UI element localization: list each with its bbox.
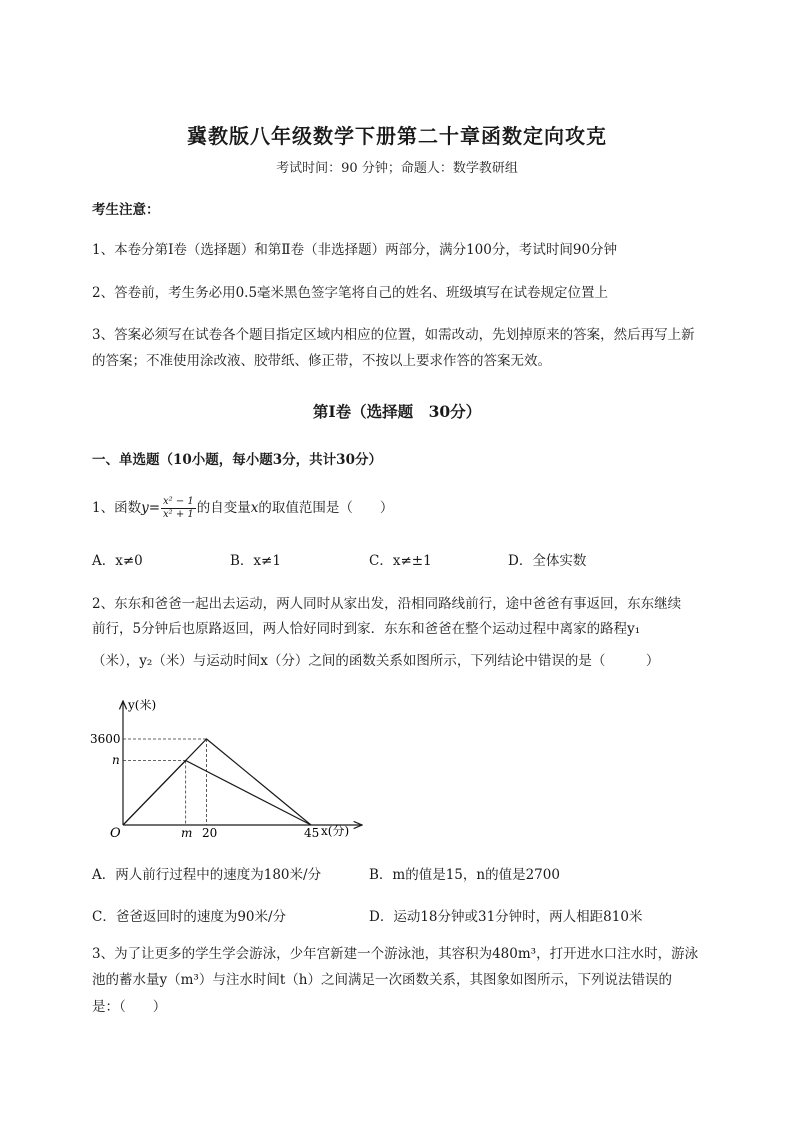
y-tick-n: n	[112, 753, 120, 767]
q2-option-c[interactable]: C．爸爸返回时的速度为90米/分	[92, 909, 287, 925]
exam-info: 考试时间：90 分钟；命题人：数学教研组	[276, 161, 518, 176]
q2-option-b[interactable]: B．m的值是15，n的值是2700	[369, 867, 560, 883]
y-axis-label: y(米)	[128, 698, 157, 712]
q1-y: y	[141, 500, 149, 516]
question-2-line3: （米），y₂（米）与运动时间x（分）之间的函数关系如图所示，下列结论中错误的是（ ）	[92, 653, 660, 669]
origin-label: O	[110, 826, 121, 841]
q1-suffix: 的取值范围是（ ）	[258, 500, 394, 516]
question-2-line2: 前行，5分钟后也原路返回，两人恰好同时到家．东东和爸爸在整个运动过程中离家的路程y₁	[92, 621, 641, 637]
notice-item-3-cont: 的答案；不准使用涂改液、胶带纸、修正带，不按以上要求作答的答案无效。	[92, 353, 551, 369]
x-tick-20: 20	[202, 826, 218, 840]
q1-option-d[interactable]: D．全体实数	[508, 553, 587, 569]
section-title: 第Ⅰ卷（选择题 30分）	[312, 402, 482, 421]
x-tick-m: m	[181, 826, 193, 840]
q1-mid: 的自变量	[196, 500, 251, 516]
notice-heading: 考生注意：	[92, 202, 160, 218]
question-3-line2: 池的蓄水量y（m³）与注水时间t（h）之间满足一次函数关系，其图象如图所示，下列说法错误的	[92, 972, 672, 988]
q1-fraction	[161, 496, 196, 521]
distance-time-chart	[90, 695, 380, 850]
q1-numerator: x² − 1	[163, 496, 194, 507]
x-axis-label: x(分)	[321, 824, 350, 838]
q1-prefix: 1、函数	[92, 500, 142, 516]
notice-item-1: 1、本卷分第Ⅰ卷（选择题）和第Ⅱ卷（非选择题）两部分，满分100分，考试时间90分钟	[92, 242, 618, 258]
series-dongdong-line	[123, 739, 311, 825]
q1-denominator: x² + 1	[163, 509, 194, 520]
question-3-line3: 是：（ ）	[92, 999, 167, 1015]
question-2-line1: 2、东东和爸爸一起出去运动，两人同时从家出发，沿相同路线前行，途中爸爸有事返回，东东继续	[92, 596, 682, 612]
q1-option-b[interactable]: B．x≠1	[230, 553, 281, 569]
question-1	[92, 496, 393, 521]
q1-option-c[interactable]: C．x≠±1	[369, 553, 432, 569]
q2-option-d[interactable]: D．运动18分钟或31分钟时，两人相距810米	[369, 909, 643, 925]
q1-x: x	[250, 500, 259, 516]
part-title: 一、单选题（10小题，每小题3分，共计30分）	[92, 452, 382, 468]
page-title: 冀教版八年级数学下册第二十章函数定向攻克	[187, 124, 607, 148]
q2-option-a[interactable]: A．两人前行过程中的速度为180米/分	[92, 867, 322, 883]
y-tick-3600: 3600	[90, 732, 121, 746]
notice-item-3: 3、答案必须写在试卷各个题目指定区域内相应的位置，如需改动，先划掉原来的答案，然后再写上新	[92, 327, 695, 343]
q1-eq: =	[148, 500, 161, 516]
x-tick-45: 45	[304, 826, 320, 840]
notice-item-2: 2、答卷前，考生务必用0.5毫米黑色签字笔将自己的姓名、班级填写在试卷规定位置上	[92, 285, 609, 301]
question-3-line1: 3、为了让更多的学生学会游泳，少年宫新建一个游泳池，其容积为480m³，打开进水口注水时，游泳	[92, 946, 699, 962]
series-dad-line	[123, 761, 311, 826]
q1-option-a[interactable]: A．x≠0	[92, 553, 143, 569]
